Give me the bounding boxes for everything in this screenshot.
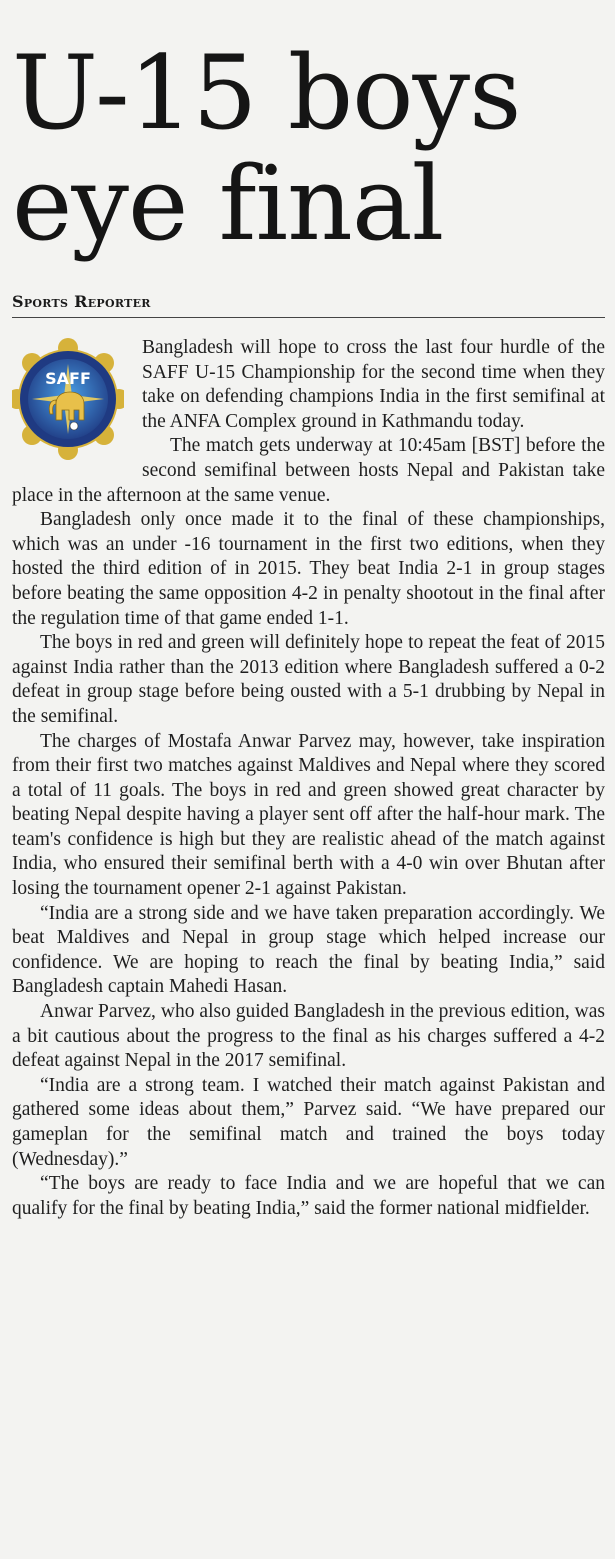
headline-line-1: U-15 boys — [12, 34, 521, 153]
headline-line-2: eye final — [12, 145, 444, 264]
article-paragraph: Bangladesh will hope to cross the last four hurdle of the SAFF U-15 Championship for the second time when they take on defending champions India in the first semifinal at the ANFA Complex ground in Kathmandu today. — [142, 337, 605, 432]
saff-emblem-icon — [12, 334, 124, 464]
article-paragraph: Anwar Parvez, who also guided Bangladesh in the previous edition, was a bit cautious about the progress to the final as his charges suffered a 4-2 defeat against Nepal in the 2017 semifinal. — [12, 1001, 605, 1072]
article-paragraph: “The boys are ready to face India and we are hopeful that we can qualify for the final by beating India,” said the former national midfielder. — [12, 1173, 605, 1219]
byline: Sports Reporter — [12, 292, 151, 311]
article-paragraph: The boys in red and green will definitely hope to repeat the feat of 2015 against India rather than the 2013 edition where Bangladesh suffered a 0-2 defeat in group stage before being ousted with a 5-1 drubbing by Nepal in the semifinal. — [12, 632, 605, 727]
article-paragraph: The match gets underway at 10:45am [BST] before the second semifinal between hosts Nepal and Pakistan take place in the afternoon at the same venue. — [12, 435, 605, 506]
article-paragraph: “India are a strong team. I watched their match against Pakistan and gathered some ideas about them,” Parvez said. “We have prepared our gameplan for the semifinal match and trained the boys today (Wednesday).” — [12, 1074, 605, 1170]
article-paragraph: “India are a strong side and we have taken preparation accordingly. We beat Maldives and Nepal in group stage which helped increase our confidence. We are hoping to reach the final by beating India,” said Bangladesh captain Mahedi Hasan. — [12, 902, 605, 998]
article-paragraph: Bangladesh only once made it to the final of these championships, which was an under -16 tournament in the first two editions, when they hosted the third edition of in 2015. They beat India 2-1 in group stages before beating the same opposition 4-2 in penalty shootout in the final after the regulation time of that game ended 1-1. — [12, 509, 605, 629]
headline — [12, 34, 605, 264]
article-paragraph: The charges of Mostafa Anwar Parvez may, however, take inspiration from their first two matches against Maldives and Nepal where they scored a total of 11 goals. The boys in red and green showed great character by beating Nepal despite having a player sent off after the half-hour mark. The team's confidence is high but they are realistic ahead of the match against India, who ensured their semifinal berth with a 4-0 win over Bhutan after losing the tournament opener 2-1 against Pakistan. — [12, 730, 605, 900]
byline-divider — [12, 317, 605, 318]
article-body — [12, 336, 605, 1221]
svg-text:SAFF: SAFF — [45, 369, 91, 388]
